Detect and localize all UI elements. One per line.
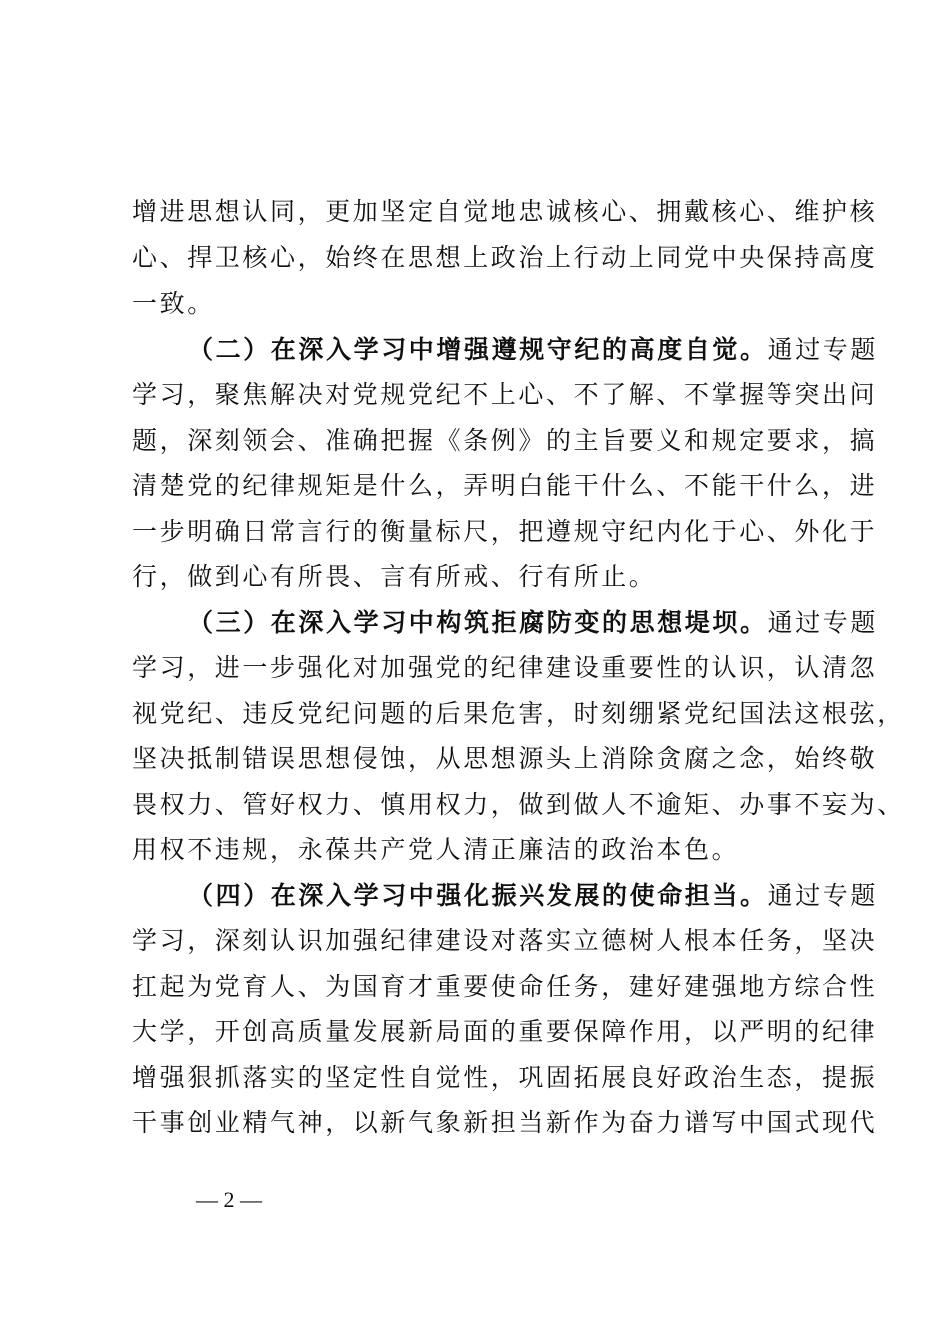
paragraph-2-heading: （二）在深入学习中增强遵规守纪的高度自觉。 — [188, 335, 768, 364]
paragraph-1-line-3: 一致。 — [132, 289, 215, 318]
paragraph-1-line-2: 心、捍卫核心，始终在思想上政治上行动上同党中央保持高度 — [132, 243, 878, 272]
paragraph-2-line-5: 一步明确日常言行的衡量标尺，把遵规守纪内化于心、外化于 — [132, 517, 878, 546]
paragraph-2-line-3: 题，深刻领会、准确把握《条例》的主旨要义和规定要求，搞 — [132, 426, 878, 455]
paragraph-3-first-line-text: 通过专题 — [767, 608, 879, 637]
paragraph-3-line-3: 视党纪、违反党纪问题的后果危害，时刻绷紧党纪国法这根弦， — [132, 699, 905, 728]
paragraph-4-first-line-text: 通过专题 — [767, 881, 879, 910]
paragraph-3-heading: （三）在深入学习中构筑拒腐防变的思想堤坝。 — [188, 608, 768, 637]
paragraph-3-line-2: 学习，进一步强化对加强党的纪律建设重要性的认识，认清忽 — [132, 653, 878, 682]
paragraph-3-line-4: 坚决抵制错误思想侵蚀，从思想源头上消除贪腐之念，始终敬 — [132, 744, 878, 773]
paragraph-2-first-line-text: 通过专题 — [767, 335, 879, 364]
paragraph-3-first-line — [188, 601, 879, 645]
paragraph-3-line-6: 用权不违规，永葆共产党人清正廉洁的政治本色。 — [132, 835, 740, 864]
paragraph-2-first-line — [188, 328, 879, 372]
paragraph-2-line-2: 学习，聚焦解决对党规党纪不上心、不了解、不掌握等突出问 — [132, 380, 878, 409]
paragraph-4-line-6: 干事创业精气神，以新气象新担当新作为奋力谱写中国式现代 — [132, 1108, 878, 1137]
paragraph-4-heading: （四）在深入学习中强化振兴发展的使命担当。 — [188, 881, 768, 910]
paragraph-2-line-4: 清楚党的纪律规矩是什么，弄明白能干什么、不能干什么，进 — [132, 471, 878, 500]
paragraph-2-line-6: 行，做到心有所畏、言有所戒、行有所止。 — [132, 562, 657, 591]
paragraph-4-first-line — [188, 874, 879, 918]
paragraph-4-line-4: 大学，开创高质量发展新局面的重要保障作用，以严明的纪律 — [132, 1017, 878, 1046]
paragraph-4-line-3: 扛起为党育人、为国育才重要使命任务，建好建强地方综合性 — [132, 972, 878, 1001]
paragraph-4-line-5: 增强狠抓落实的坚定性自觉性，巩固拓展良好政治生态，提振 — [132, 1063, 878, 1092]
paragraph-3-line-5: 畏权力、管好权力、慎用权力，做到做人不逾矩、办事不妄为、 — [132, 790, 905, 819]
paragraph-1-line-1: 增进思想认同，更加坚定自觉地忠诚核心、拥戴核心、维护核 — [132, 197, 878, 226]
paragraph-4-line-2: 学习，深刻认识加强纪律建设对落实立德树人根本任务，坚决 — [132, 926, 878, 955]
page-number: — 2 — — [196, 1187, 262, 1212]
